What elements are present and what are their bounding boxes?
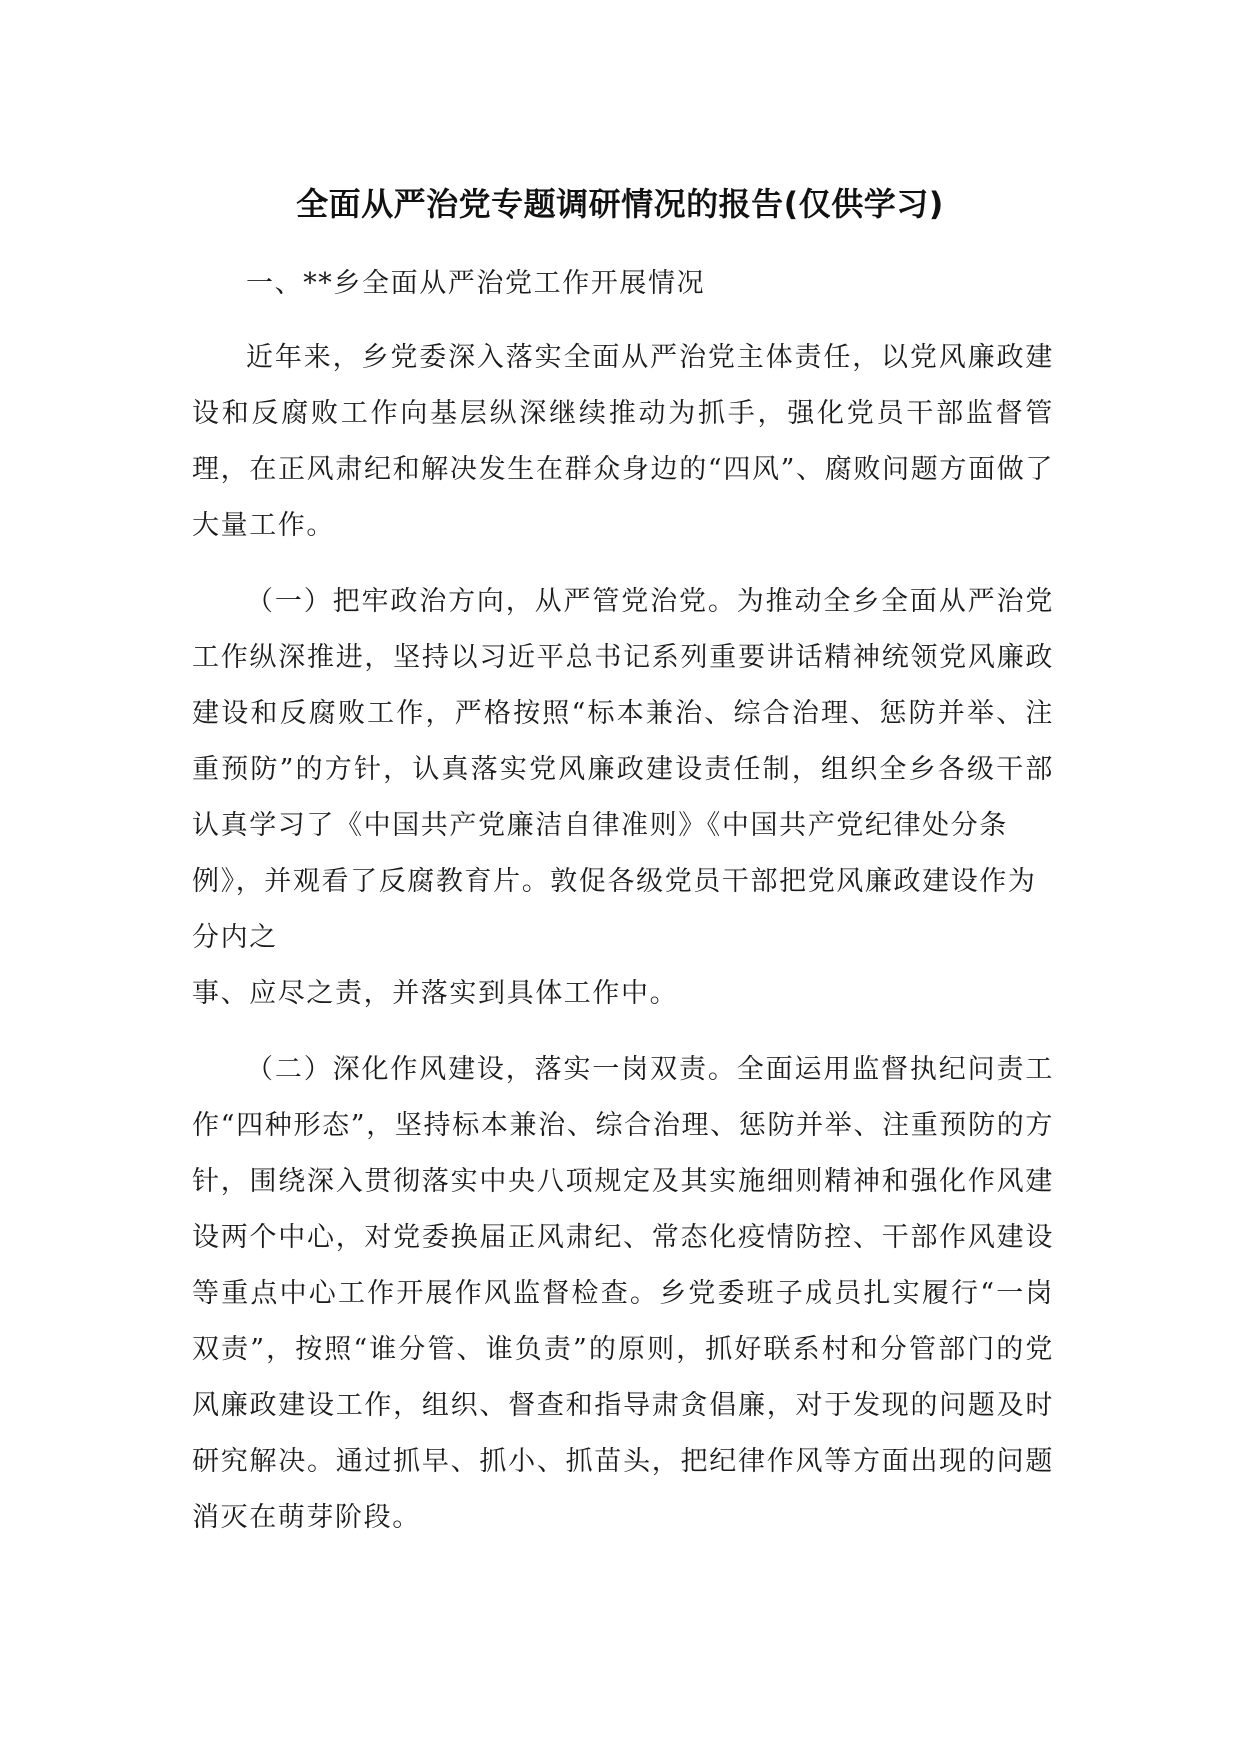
- paragraph-item-1-line-2: 例》，并观看了反腐教育片。敦促各级党员干部把党风廉政建设作为分内之: [192, 866, 1037, 953]
- paragraph-intro: 近年来，乡党委深入落实全面从严治党主体责任，以党风廉政建设和反腐败工作向基层纵深继续推动为抓手，强化党员干部监督管理，在正风肃纪和解决发生在群众身边的“四风”、腐败问题方面做了大量工作。: [192, 342, 1054, 541]
- paragraph-item-2: （二）深化作风建设，落实一岗双责。全面运用监督执纪问责工作“四种形态”，坚持标本兼治、综合治理、惩防并举、注重预防的方针，围绕深入贯彻落实中央八项规定及其实施细则精神和强化作风建设两个中心，对党委换届正风肃纪、常态化疫情防控、干部作风建设等重点中心工作开展作风监督检查。乡党委班子成员扎实履行“一岗双责”，按照“谁分管、谁负责”的原则，抓好联系村和分管部门的党风廉政建设工作，组织、督查和指导肃贪倡廉，对于发现的问题及时研究解决。通过抓早、抓小、抓苗头，把纪律作风等方面出现的问题消灭在萌芽阶段。: [192, 1054, 1054, 1533]
- document-title: 全面从严治党专题调研情况的报告(仅供学习): [296, 185, 944, 223]
- paragraph-item-1-line-3: 事、应尽之责，并落实到具体工作中。: [192, 978, 679, 1009]
- paragraph-item-1: （一）把牢政治方向，从严管党治党。为推动全乡全面从严治党工作纵深推进，坚持以习近平总书记系列重要讲话精神统领党风廉政建设和反腐败工作，严格按照“标本兼治、综合治理、惩防并举、注重预防”的方针，认真落实党风廉政建设责任制，组织全乡各级干部认真学习了《中国共产党廉洁自律准则》《中国共产党纪律处分条: [192, 586, 1054, 841]
- document-body: [192, 256, 1054, 1546]
- section-heading: 一、**乡全面从严治党工作开展情况: [246, 268, 706, 299]
